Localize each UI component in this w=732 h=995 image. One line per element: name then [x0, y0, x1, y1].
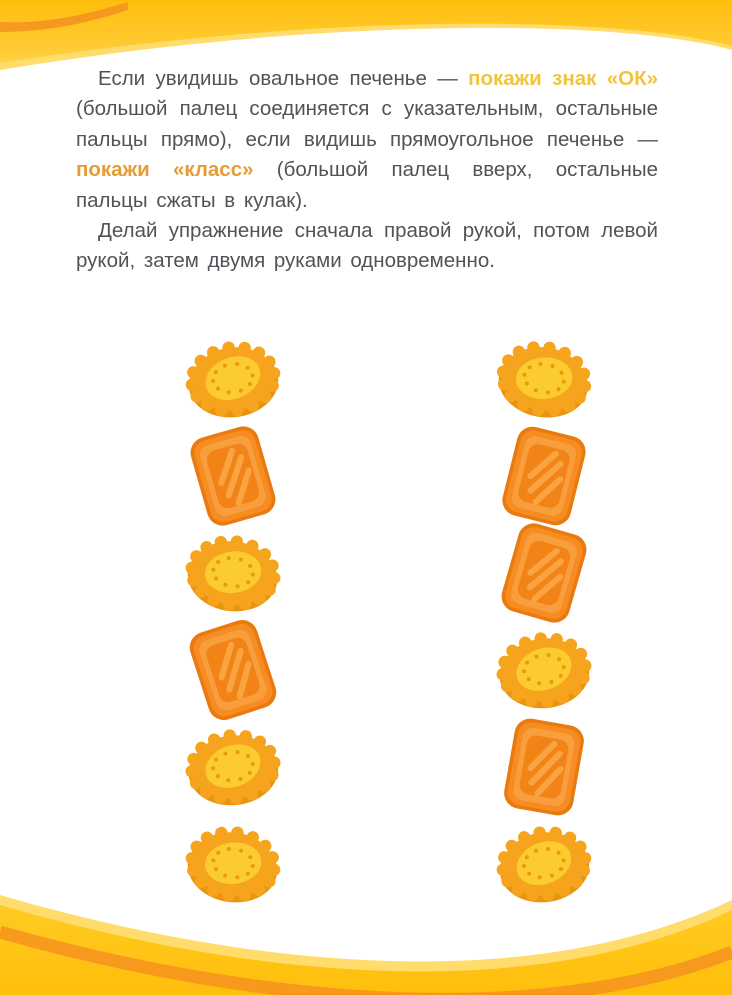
rect-cookie-icon	[493, 418, 594, 532]
highlight-ok-sign: покажи знак «ОК»	[468, 67, 658, 90]
rect-cookie	[488, 427, 600, 524]
top-yellow-band	[0, 0, 732, 70]
oval-cookie	[488, 330, 600, 427]
instruction-paragraph-1	[76, 64, 658, 216]
oval-cookie	[177, 330, 289, 427]
highlight-thumbs-up: покажи «класс»	[76, 158, 254, 182]
oval-cookie	[177, 524, 289, 621]
cookie-column-right	[488, 330, 600, 912]
rect-cookie	[177, 621, 289, 718]
oval-cookie-icon	[485, 813, 602, 915]
oval-cookie-icon	[174, 328, 291, 430]
oval-cookie	[177, 815, 289, 912]
oval-cookie-icon	[174, 813, 291, 915]
rect-cookie-icon	[496, 711, 592, 821]
oval-cookie	[488, 621, 600, 718]
text-segment: (большой палец соединяется с указательным, остальные пальцы прямо), если видишь прямоугольное печенье —	[76, 97, 658, 151]
oval-cookie	[488, 815, 600, 912]
text-segment: (большой палец вверх, остальные пальцы сжаты в кулак).	[76, 158, 659, 212]
oval-cookie-icon	[484, 326, 604, 431]
bottom-yellow-band	[0, 895, 732, 995]
rect-cookie-icon	[180, 611, 286, 729]
instructions-text-block	[76, 64, 658, 277]
oval-cookie-icon	[176, 717, 291, 816]
cookie-column-left	[177, 330, 289, 912]
rect-cookie-icon	[181, 417, 285, 533]
rect-cookie	[177, 427, 289, 524]
rect-cookie	[488, 524, 600, 621]
instruction-paragraph-2: Делай упражнение сначала правой рукой, потом левой рукой, затем двумя руками одновременно.	[76, 219, 658, 273]
oval-cookie	[177, 718, 289, 815]
text-segment: Если увидишь овальное печенье —	[98, 67, 469, 90]
oval-cookie-icon	[487, 620, 602, 719]
rect-cookie	[488, 718, 600, 815]
oval-cookie-icon	[175, 522, 291, 622]
rect-cookie-icon	[492, 514, 596, 630]
